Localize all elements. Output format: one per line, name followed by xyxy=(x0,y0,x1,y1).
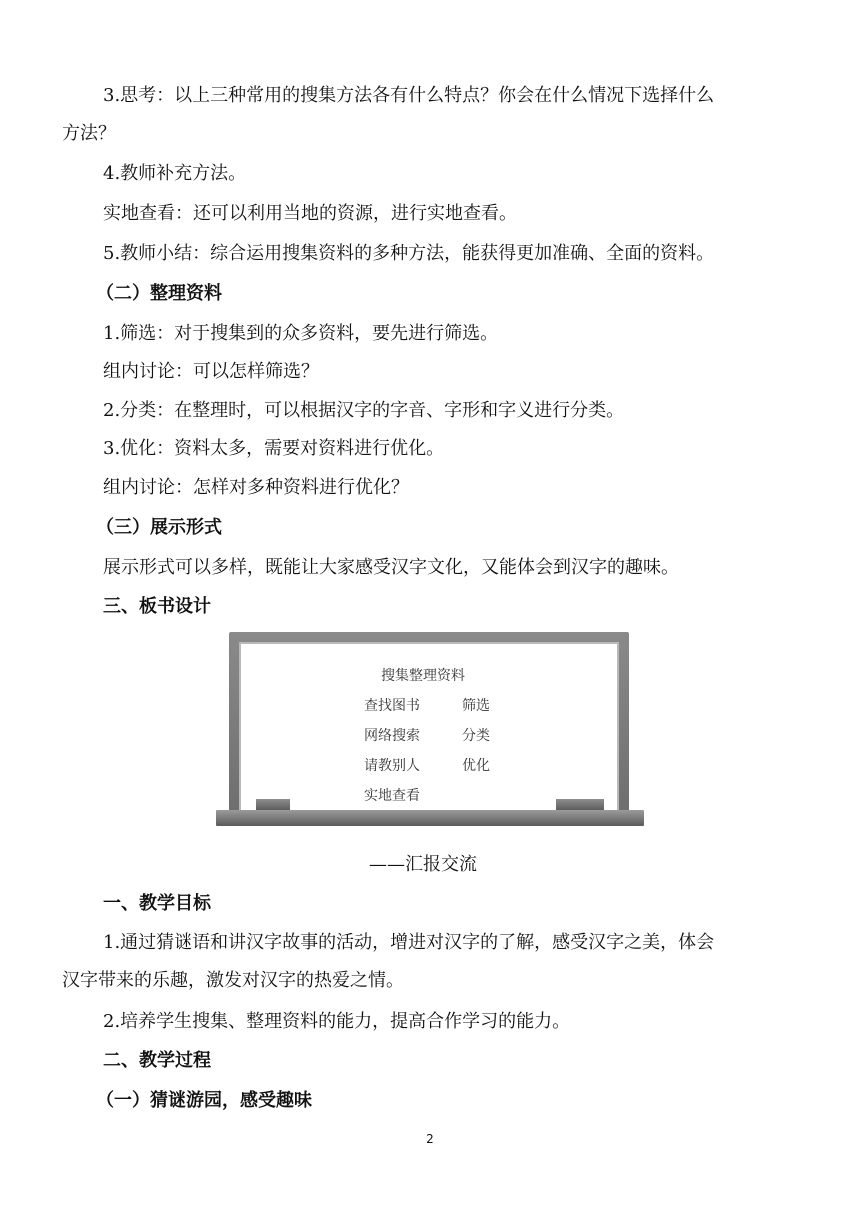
whiteboard-tray xyxy=(216,810,644,826)
board-title: 搜集整理资料 xyxy=(381,668,465,684)
board-item: 实地查看 xyxy=(364,788,420,804)
paragraph-line: 方法？ xyxy=(62,123,116,144)
chalk-eraser-icon xyxy=(256,799,290,810)
paragraph-line: 组内讨论：怎样对多种资料进行优化？ xyxy=(103,477,409,498)
section-heading: 二、教学过程 xyxy=(103,1050,211,1071)
board-item: 筛选 xyxy=(462,698,490,714)
section-heading: 三、板书设计 xyxy=(103,596,211,617)
board-item: 网络搜索 xyxy=(364,728,420,744)
paragraph-line: 1.筛选：对于搜集到的众多资料，要先进行筛选。 xyxy=(103,323,499,344)
whiteboard-frame xyxy=(229,632,629,816)
paragraph-line: 3.思考：以上三种常用的搜集方法各有什么特点？你会在什么情况下选择什么 xyxy=(103,85,715,106)
eraser-icon xyxy=(556,799,604,810)
board-item: 查找图书 xyxy=(364,698,420,714)
paragraph-line: 展示形式可以多样，既能让大家感受汉字文化，又能体会到汉字的趣味。 xyxy=(103,557,679,578)
page-number: 2 xyxy=(426,1132,434,1146)
paragraph-line: 2.分类：在整理时，可以根据汉字的字音、字形和字义进行分类。 xyxy=(103,400,625,421)
paragraph-line: 3.优化：资料太多，需要对资料进行优化。 xyxy=(103,438,445,459)
paragraph-line: 2.培养学生搜集、整理资料的能力，提高合作学习的能力。 xyxy=(103,1011,571,1032)
section-heading: （三）展示形式 xyxy=(96,517,222,538)
paragraph-line: 实地查看：还可以利用当地的资源，进行实地查看。 xyxy=(103,203,517,224)
board-item: 分类 xyxy=(462,728,490,744)
paragraph-line: 1.通过猜谜语和讲汉字故事的活动，增进对汉字的了解，感受汉字之美，体会 xyxy=(103,932,715,953)
section-heading: （二）整理资料 xyxy=(96,283,222,304)
board-item: 优化 xyxy=(462,758,490,774)
paragraph-line: 组内讨论：可以怎样筛选？ xyxy=(103,361,319,382)
section-title: ——汇报交流 xyxy=(369,854,477,875)
whiteboard-figure xyxy=(216,632,644,832)
paragraph-line: 汉字带来的乐趣，激发对汉字的热爱之情。 xyxy=(62,970,404,991)
section-heading: 一、教学目标 xyxy=(103,893,211,914)
paragraph-line: 4.教师补充方法。 xyxy=(103,163,247,184)
board-item: 请教别人 xyxy=(364,758,420,774)
paragraph-line: 5.教师小结：综合运用搜集资料的多种方法，能获得更加准确、全面的资料。 xyxy=(103,243,715,264)
section-heading: （一）猜谜游园，感受趣味 xyxy=(96,1090,312,1111)
